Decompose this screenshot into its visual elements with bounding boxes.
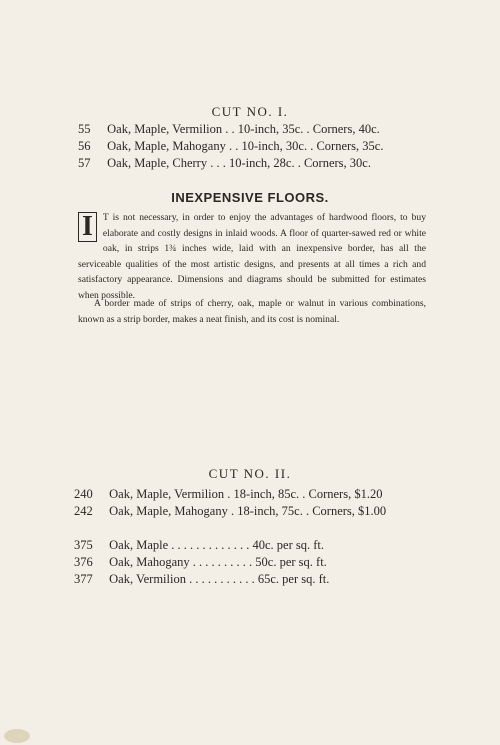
- section-heading: INEXPENSIVE FLOORS.: [171, 190, 329, 205]
- price-row: [74, 487, 382, 502]
- item-number: 55: [78, 122, 91, 136]
- paragraph-2: A border made of strips of cherry, oak, maple or walnut in various combinations, known as a strip border, makes a neat finish, and its cost is nominal.: [78, 298, 426, 325]
- paragraph-1-text: T is not necessary, in order to enjoy the advantages of hardwood floors, to buy elaborate and costly designs in inlaid woods. A floor of quarter-sawed red or white oak, in strips 1¾ inches wide, laid with an inexpensive border, has all the serviceable qualities of the most artistic designs, and presents at all times a rich and satisfactory appearance. Dimensions and diagrams should be submitted for estimates when possible.: [78, 212, 426, 301]
- price-row: [78, 156, 371, 171]
- price-row: [74, 555, 327, 570]
- item-description: Oak, Maple, Vermilion . . 10-inch, 35c. . Corners, 40c.: [107, 122, 380, 136]
- drop-cap: I: [78, 212, 97, 242]
- item-number: 56: [78, 139, 91, 153]
- item-description: Oak, Mahogany . . . . . . . . . . 50c. per sq. ft.: [109, 555, 327, 569]
- item-number: 377: [74, 572, 93, 586]
- item-description: Oak, Maple, Mahogany . . 10-inch, 30c. . Corners, 35c.: [107, 139, 384, 153]
- item-number: 242: [74, 504, 93, 518]
- item-description: Oak, Maple, Mahogany . 18-inch, 75c. . Corners, $1.00: [109, 504, 387, 518]
- item-description: Oak, Maple, Cherry . . . 10-inch, 28c. . Corners, 30c.: [107, 156, 371, 170]
- cut-2-title: CUT NO. II.: [208, 466, 292, 481]
- item-description: Oak, Maple . . . . . . . . . . . . . 40c. per sq. ft.: [109, 538, 325, 552]
- paper-stain: [4, 729, 30, 743]
- price-row: [74, 572, 329, 587]
- cut-1-title: CUT NO. I.: [211, 104, 289, 119]
- item-number: 375: [74, 538, 93, 552]
- price-row: [74, 538, 324, 553]
- price-row: [74, 504, 386, 519]
- item-description: Oak, Maple, Vermilion . 18-inch, 85c. . Corners, $1.20: [109, 487, 383, 501]
- item-number: 240: [74, 487, 93, 501]
- price-row: [78, 139, 383, 154]
- paragraph-1: [78, 210, 426, 303]
- item-description: Oak, Vermilion . . . . . . . . . . . 65c. per sq. ft.: [109, 572, 330, 586]
- item-number: 376: [74, 555, 93, 569]
- price-row: [78, 122, 380, 137]
- item-number: 57: [78, 156, 91, 170]
